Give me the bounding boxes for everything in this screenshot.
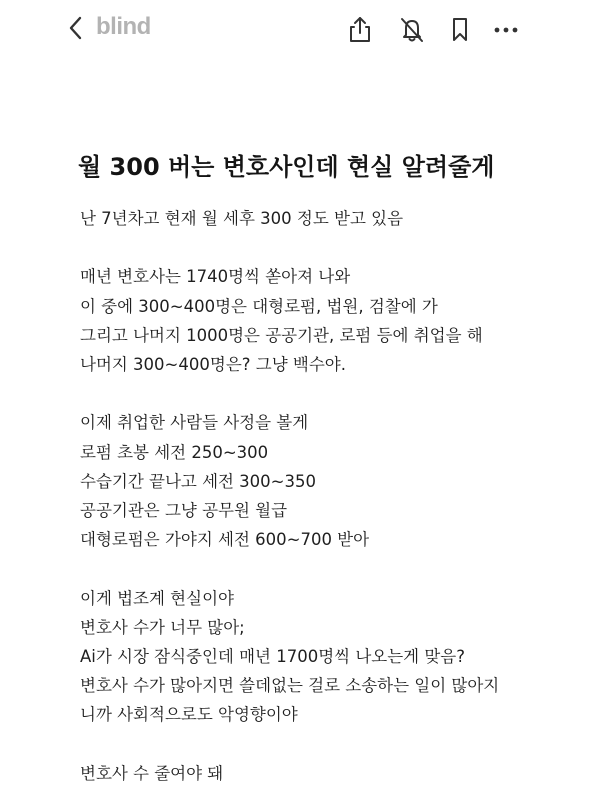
notification-toggle-button[interactable] [398,14,426,44]
post-body-spacer [80,730,580,759]
back-icon [66,14,86,42]
bookmark-icon [446,14,474,44]
back-button[interactable] [66,14,86,42]
post-body-line: 변호사 수 줄여야 돼 [80,763,224,783]
more-icon [492,14,520,44]
post-body-line: 변호사 수가 많아지면 쓸데없는 걸로 소송하는 일이 많아지 [80,676,500,696]
post-body-line: 니까 사회적으로도 악영향이야 [80,705,298,725]
notification-off-icon [398,14,426,44]
post-body-line: 대형로펌은 가야지 세전 600~700 받아 [80,530,370,550]
post-body-spacer [80,554,580,583]
share-icon [346,14,374,44]
post-body-line: 나머지 300~400명은? 그냥 백수야. [80,355,346,374]
post-body-line: 공공기관은 그냥 공무원 월급 [80,501,288,520]
post-body-line: 난 7년차고 현재 월 세후 300 정도 받고 있음 [80,209,404,228]
post-body-line: 이 중에 300~400명은 대형로펌, 법원, 검찰에 가 [80,296,438,316]
post-body-line: 로펌 초봉 세전 250~300 [80,442,269,462]
post-body-spacer [80,379,580,408]
post-body-line: 변호사 수가 너무 많아; [80,617,245,637]
post-body [80,204,580,788]
post-body-line: 매년 변호사는 1740명씩 쏟아져 나와 [80,267,351,287]
bookmark-button[interactable] [446,14,474,44]
post-body-line: 그리고 나머지 1000명은 공공기관, 로펌 등에 취업을 해 [80,325,483,345]
share-button[interactable] [346,14,374,44]
top-navigation-bar [0,0,600,58]
post-body-line: 이게 법조계 현실이야 [80,588,234,608]
post-body-line: Ai가 시장 잠식중인데 매년 1700명씩 나오는게 맞음? [80,647,465,666]
app-logo: blind [96,13,151,40]
post-title: 월 300 버는 변호사인데 현실 알려줄게 [78,153,495,181]
more-options-button[interactable] [492,14,520,44]
post-body-line: 수습기간 끝나고 세전 300~350 [80,471,316,491]
post-body-line: 이제 취업한 사람들 사정을 볼게 [80,413,309,433]
post-body-spacer [80,233,580,262]
